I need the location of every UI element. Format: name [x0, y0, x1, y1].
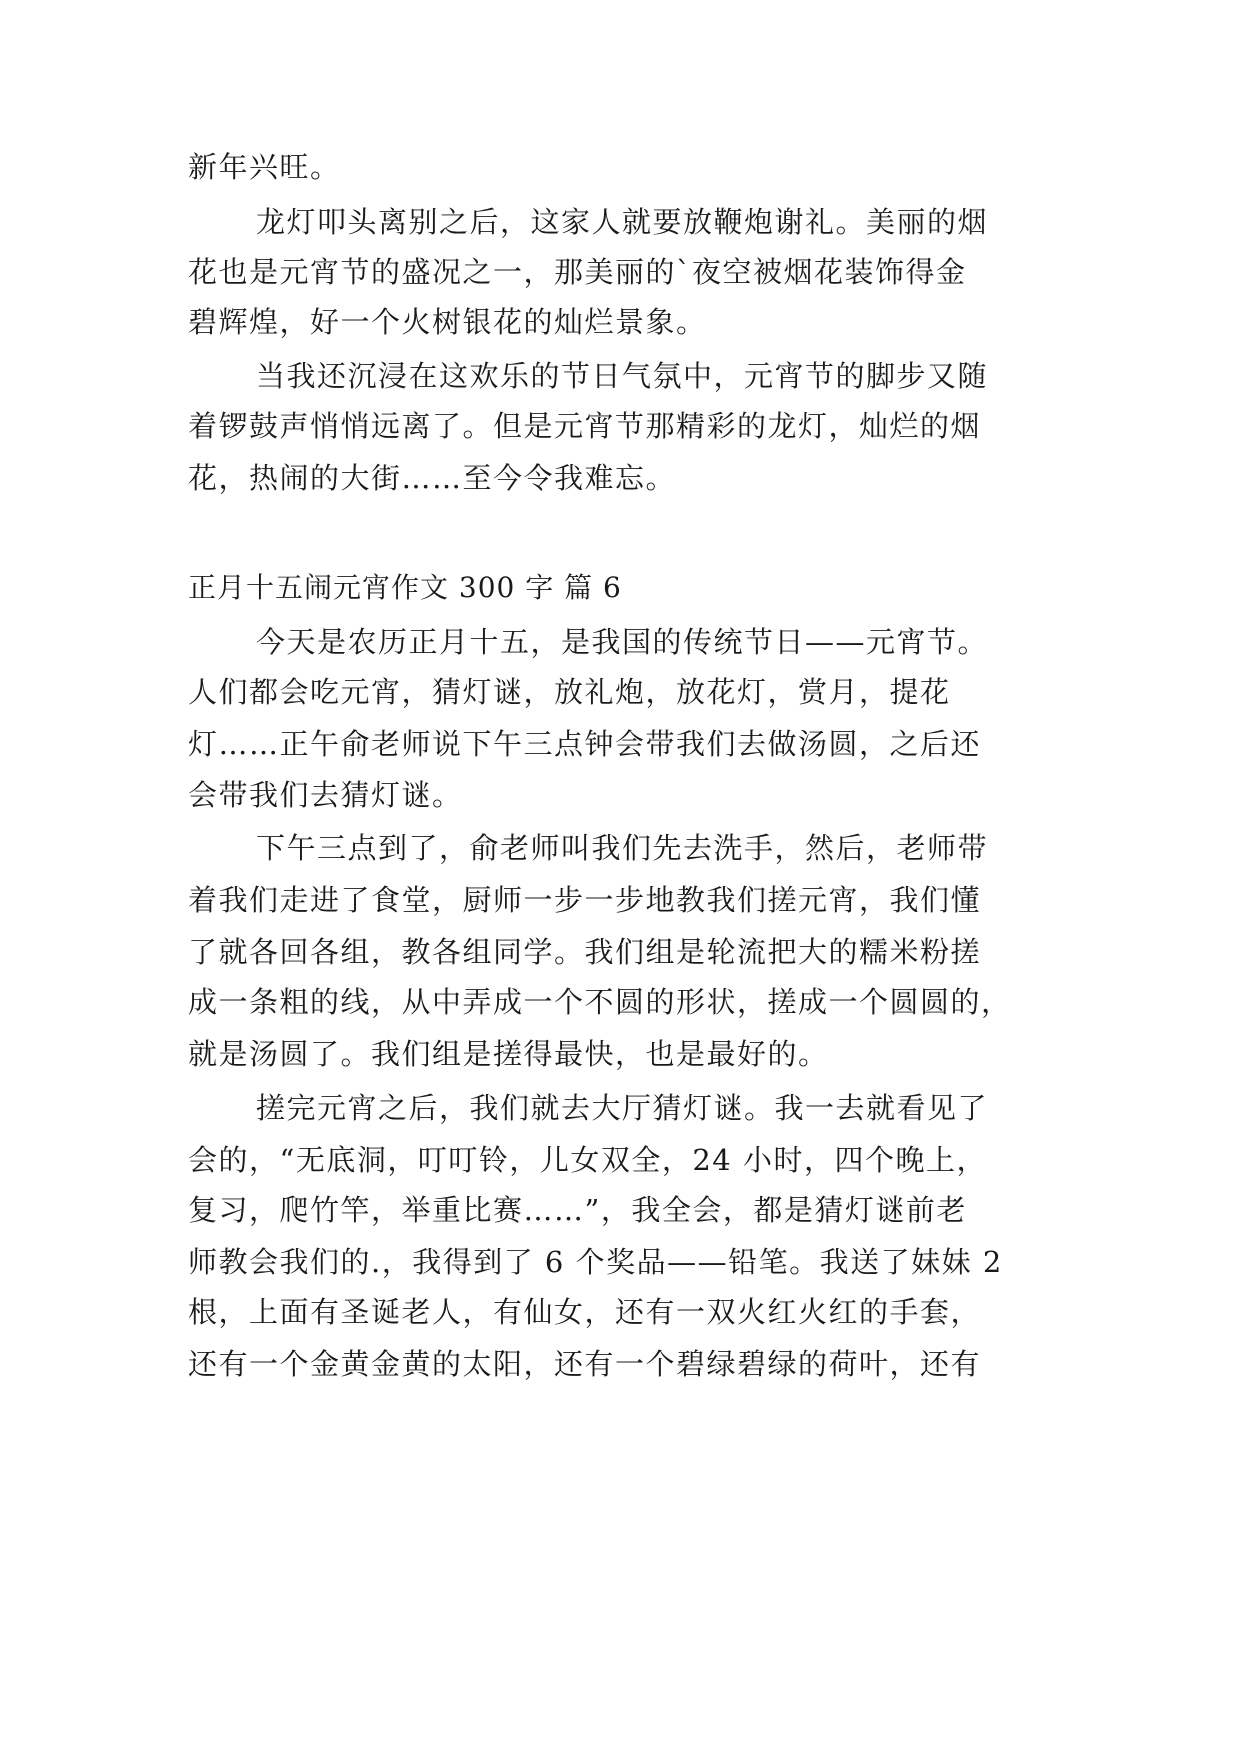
paragraph-line: 根，上面有圣诞老人，有仙女，还有一双火红火红的手套， — [188, 1295, 982, 1329]
paragraph-line: 搓完元宵之后，我们就去大厅猜灯谜。我一去就看见了 — [256, 1091, 989, 1125]
paragraph-line: 今天是农历正月十五，是我国的传统节日——元宵节。 — [256, 625, 989, 659]
paragraph-line: 师教会我们的.，我得到了 6 个奖品——铅笔。我送了妹妹 2 — [188, 1245, 1003, 1279]
paragraph-line: 碧辉煌，好一个火树银花的灿烂景象。 — [188, 305, 707, 339]
paragraph-line: 成一条粗的线，从中弄成一个不圆的形状，搓成一个圆圆的， — [188, 985, 1012, 1019]
paragraph-line: 人们都会吃元宵，猜灯谜，放礼炮，放花灯，赏月，提花 — [188, 675, 951, 709]
paragraph-line: 会的，“无底洞，叮叮铃，儿女双全，24 小时，四个晚上， — [188, 1143, 987, 1177]
paragraph-line: 还有一个金黄金黄的太阳，还有一个碧绿碧绿的荷叶，还有 — [188, 1347, 982, 1381]
paragraph-line: 下午三点到了，俞老师叫我们先去洗手，然后，老师带 — [256, 831, 989, 865]
paragraph-line: 了就各回各组，教各组同学。我们组是轮流把大的糯米粉搓 — [188, 935, 982, 969]
paragraph-line: 着锣鼓声悄悄远离了。但是元宵节那精彩的龙灯，灿烂的烟 — [188, 409, 982, 443]
essay-heading: 正月十五闹元宵作文 300 字 篇 6 — [188, 571, 622, 604]
paragraph-line: 着我们走进了食堂，厨师一步一步地教我们搓元宵，我们懂 — [188, 883, 982, 917]
paragraph-line: 龙灯叩头离别之后，这家人就要放鞭炮谢礼。美丽的烟 — [256, 205, 989, 239]
paragraph-line: 就是汤圆了。我们组是搓得最快，也是最好的。 — [188, 1037, 829, 1071]
paragraph-line: 复习，爬竹竿，举重比赛……”，我全会，都是猜灯谜前老 — [188, 1193, 967, 1227]
paragraph-line: 灯……正午俞老师说下午三点钟会带我们去做汤圆，之后还 — [188, 727, 982, 761]
paragraph-line: 花也是元宵节的盛况之一，那美丽的`夜空被烟花装饰得金 — [188, 255, 967, 289]
paragraph-line: 会带我们去猜灯谜。 — [188, 778, 463, 812]
paragraph-line: 花，热闹的大街……至今令我难忘。 — [188, 461, 677, 495]
paragraph-line: 当我还沉浸在这欢乐的节日气氛中，元宵节的脚步又随 — [256, 359, 989, 393]
paragraph-line: 新年兴旺。 — [188, 150, 341, 184]
